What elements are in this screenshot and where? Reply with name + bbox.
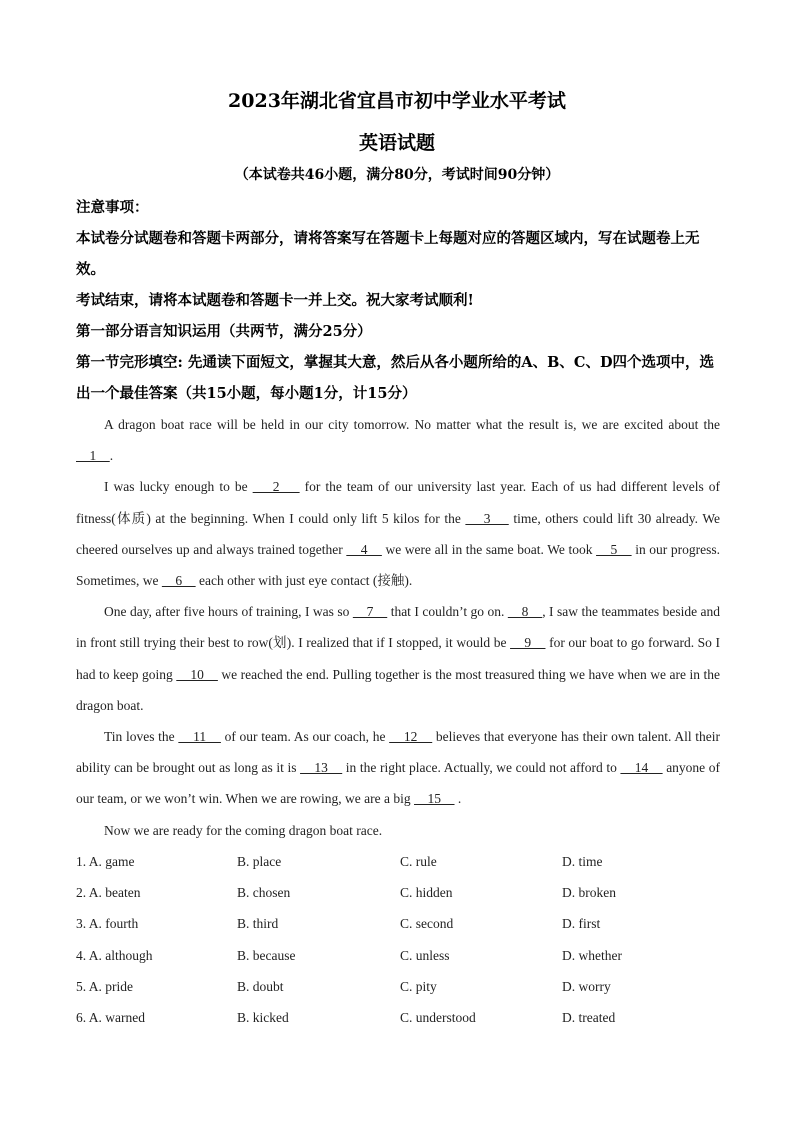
option-choice: B. chosen xyxy=(237,885,291,901)
answer-options xyxy=(76,846,726,1033)
passage-text: for our boat to go forward. So I had to keep going xyxy=(76,635,721,682)
option-choice: B. kicked xyxy=(237,1009,289,1025)
option-choice: B. place xyxy=(237,854,282,869)
option-choice: D. worry xyxy=(562,978,611,994)
passage-text: believes that everyone has their own talent. All their ability can be brought out as long as it is xyxy=(76,729,721,776)
paragraph-5: Now we are ready for the coming dragon boat race. xyxy=(104,822,383,838)
option-row xyxy=(76,877,726,908)
passage xyxy=(76,409,720,846)
passage-text: anyone of our team, or we won’t win. When we are rowing, we are a big xyxy=(76,760,721,807)
option-choice: D. time xyxy=(562,854,603,869)
option-choice: D. whether xyxy=(562,947,622,963)
passage-text: Tin loves the xyxy=(104,729,179,745)
passage-text: A dragon boat race will be held in our city tomorrow. No matter what the result is, we are excited about the xyxy=(104,417,720,432)
answer-blank: 6 xyxy=(161,573,196,589)
paragraph-3 xyxy=(76,596,720,721)
notes-line-2: 考试结束，请将本试题卷和答题卡一并上交。祝大家考试顺利! xyxy=(76,292,474,309)
option-choice: C. rule xyxy=(400,854,437,869)
passage-text: . xyxy=(454,791,462,807)
option-choice: D. first xyxy=(562,916,601,932)
passage-text: we were all in the same boat. We took xyxy=(381,541,597,557)
option-choice: 3. A. fourth xyxy=(76,916,139,932)
answer-blank: 3 xyxy=(465,510,509,526)
option-choice: 1. A. game xyxy=(76,854,135,869)
answer-blank: 7 xyxy=(352,604,388,620)
answer-blank: 11 xyxy=(178,729,221,745)
answer-blank: 2 xyxy=(252,479,300,495)
passage-text: each other with just eye contact (接触). xyxy=(195,573,413,589)
option-choice: D. broken xyxy=(562,885,616,901)
option-row xyxy=(76,940,726,971)
option-choice: C. second xyxy=(400,916,454,932)
answer-blank: 15 xyxy=(414,791,455,807)
passage-text: I was lucky enough to be xyxy=(104,479,253,495)
answer-blank: 5 xyxy=(596,541,632,557)
passage-text: in our progress. Sometimes, we xyxy=(76,541,720,589)
answer-blank: 10 xyxy=(176,666,218,682)
option-choice: C. hidden xyxy=(400,885,453,901)
passage-text: for the team of our university last year. Each of us had different levels of fitness(体质) at the beginning. When I could only lift 5 kilos for the xyxy=(76,479,721,526)
option-choice: 6. A. warned xyxy=(76,1009,145,1025)
option-choice: D. treated xyxy=(562,1009,616,1025)
paragraph-2 xyxy=(76,471,720,596)
part1-heading: 第一部分语言知识运用（共两节，满分25分） xyxy=(76,323,372,340)
paragraph-1 xyxy=(76,409,720,471)
passage-text: . xyxy=(109,448,114,464)
answer-blank: 4 xyxy=(346,541,382,557)
answer-blank: 12 xyxy=(389,729,433,745)
option-row xyxy=(76,908,726,939)
exam-title: 2023年湖北省宜昌市初中学业水平考试 xyxy=(228,90,566,112)
passage-text: , I saw the teammates beside and in front still trying their best to row(划). I realized that if I stopped, it would be xyxy=(76,604,721,651)
notes-heading: 注意事项： xyxy=(76,199,149,216)
passage-text: that I couldn’t go on. xyxy=(387,604,508,620)
option-choice: C. pity xyxy=(400,978,437,994)
option-choice: B. because xyxy=(237,947,296,963)
answer-blank: 8 xyxy=(507,604,543,620)
passage-text: of our team. As our coach, he xyxy=(220,729,390,745)
notes-line-1: 本试卷分试题卷和答题卡两部分，请将答案写在答题卡上每题对应的答题区域内，写在试题卷上无效。 xyxy=(76,230,700,278)
subject-title: 英语试题 xyxy=(358,132,435,154)
exam-info: （本试卷共46小题，满分80分，考试时间90分钟） xyxy=(234,167,560,183)
option-choice: 5. A. pride xyxy=(76,978,133,994)
passage-text: in the right place. Actually, we could not afford to xyxy=(342,760,621,776)
answer-blank: 9 xyxy=(510,635,546,651)
passage-text: One day, after five hours of training, I was so xyxy=(104,604,353,620)
option-choice: B. doubt xyxy=(237,978,284,994)
answer-blank: 13 xyxy=(300,760,343,776)
passage-text: we reached the end. Pulling together is the most treasured thing we have when we are in the dragon boat. xyxy=(76,666,721,713)
option-row xyxy=(76,1002,726,1033)
section1-instructions: 第一节完形填空: 先通读下面短文，掌握其大意，然后从各小题所给的A、B、C、D四个选项中，选出一个最佳答案（共15小题，每小题1分，计15分） xyxy=(76,354,715,402)
option-choice: C. understood xyxy=(400,1009,476,1025)
option-choice: 4. A. although xyxy=(76,947,153,963)
answer-blank: 14 xyxy=(620,760,663,776)
option-row xyxy=(76,846,726,877)
paragraph-4 xyxy=(76,721,720,815)
answer-blank: 1 xyxy=(76,448,110,464)
passage-text: time, others could lift 30 already. We cheered ourselves up and always trained together xyxy=(76,510,721,557)
option-choice: C. unless xyxy=(400,947,450,963)
option-choice: B. third xyxy=(237,916,279,932)
option-choice: 2. A. beaten xyxy=(76,885,141,901)
option-row xyxy=(76,971,726,1002)
